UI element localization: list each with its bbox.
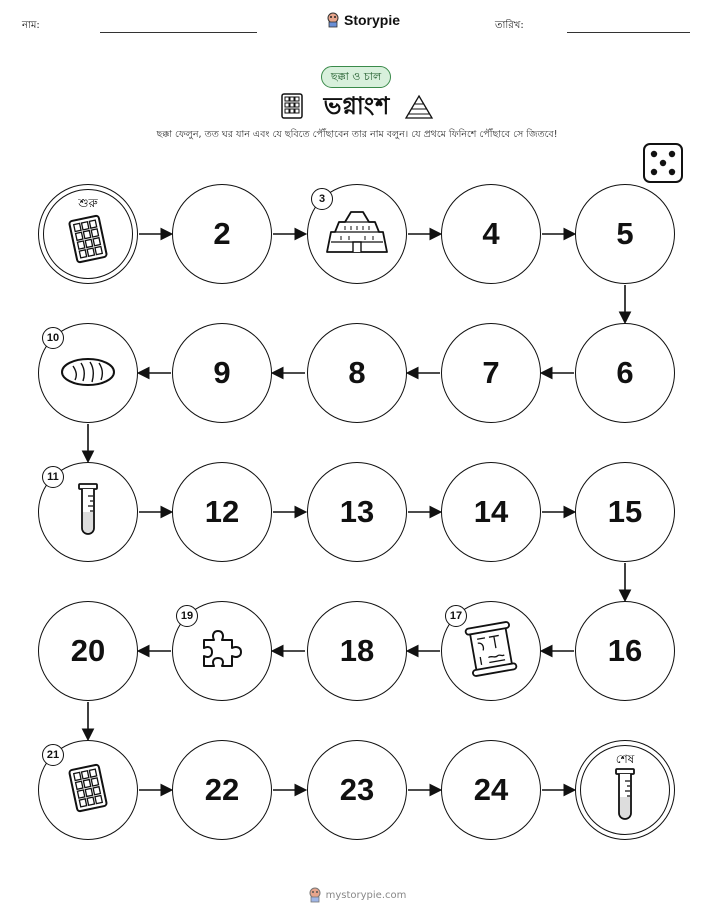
chocolate-icon xyxy=(67,763,109,817)
space-number: 6 xyxy=(616,355,634,390)
board-space-12 xyxy=(172,462,272,562)
board-space-20 xyxy=(38,601,138,701)
board-space-10 xyxy=(38,323,138,423)
name-label: নাম: xyxy=(22,20,40,31)
space-number: 8 xyxy=(348,355,366,390)
test-tube-icon xyxy=(77,482,99,542)
space-number-badge: 10 xyxy=(42,327,64,349)
finish-space xyxy=(575,740,675,840)
chocolate-icon xyxy=(67,214,109,268)
board-space-21 xyxy=(38,740,138,840)
storypie-mascot-icon xyxy=(308,887,322,903)
space-number: 5 xyxy=(616,216,634,251)
board-space-15 xyxy=(575,462,675,562)
space-number: 23 xyxy=(339,772,375,807)
space-number: 4 xyxy=(482,216,500,251)
board-space-19 xyxy=(172,601,272,701)
space-number-badge: 11 xyxy=(42,466,64,488)
space-number-badge: 21 xyxy=(42,744,64,766)
board-space-23 xyxy=(307,740,407,840)
board-space-16 xyxy=(575,601,675,701)
space-number: 2 xyxy=(213,216,231,251)
board-space-14 xyxy=(441,462,541,562)
board-space-7 xyxy=(441,323,541,423)
page-title: ভগ্নাংশ xyxy=(323,92,391,120)
board-space-18 xyxy=(307,601,407,701)
puzzle-icon xyxy=(198,626,246,676)
board-space-11 xyxy=(38,462,138,562)
board-space-9 xyxy=(172,323,272,423)
start-space xyxy=(38,184,138,284)
space-number: 14 xyxy=(473,494,509,529)
board-space-6 xyxy=(575,323,675,423)
space-number-badge: 17 xyxy=(445,605,467,627)
board-space-5 xyxy=(575,184,675,284)
space-number-badge: 3 xyxy=(311,188,333,210)
instructions: ছক্কা ফেলুন, তত ঘর যান এবং যে ছবিতে পৌঁছাবেন তার নাম বলুন। যে প্রথমে ফিনিশে পৌঁছাবে সে জিতবে! xyxy=(156,129,558,140)
pyramid-icon xyxy=(325,208,389,260)
brand-name: Storypie xyxy=(344,12,401,28)
space-number: 16 xyxy=(607,633,643,668)
finish-label: শেষ xyxy=(615,752,635,766)
space-number: 12 xyxy=(204,494,240,529)
scroll-icon xyxy=(463,621,519,681)
space-number: 13 xyxy=(339,494,375,529)
space-number: 20 xyxy=(70,633,106,668)
space-number: 18 xyxy=(339,633,375,668)
board-space-4 xyxy=(441,184,541,284)
space-number: 15 xyxy=(607,494,643,529)
bread-icon xyxy=(59,354,117,392)
game-badge: ছক্কা ও চাল xyxy=(321,66,391,88)
footer xyxy=(0,887,714,903)
space-number: 9 xyxy=(213,355,231,390)
footer-url: mystorypie.com xyxy=(325,889,407,901)
board-space-13 xyxy=(307,462,407,562)
test-tube-icon xyxy=(614,767,636,827)
start-label: শুরু xyxy=(78,196,98,210)
board-space-24 xyxy=(441,740,541,840)
space-number-badge: 19 xyxy=(176,605,198,627)
space-number: 7 xyxy=(482,355,500,390)
space-number: 22 xyxy=(204,772,240,807)
board-space-8 xyxy=(307,323,407,423)
board-space-17 xyxy=(441,601,541,701)
board-space-3 xyxy=(307,184,407,284)
date-label: তারিখ: xyxy=(495,20,524,31)
board-space-22 xyxy=(172,740,272,840)
board-space-2 xyxy=(172,184,272,284)
space-number: 24 xyxy=(473,772,509,807)
